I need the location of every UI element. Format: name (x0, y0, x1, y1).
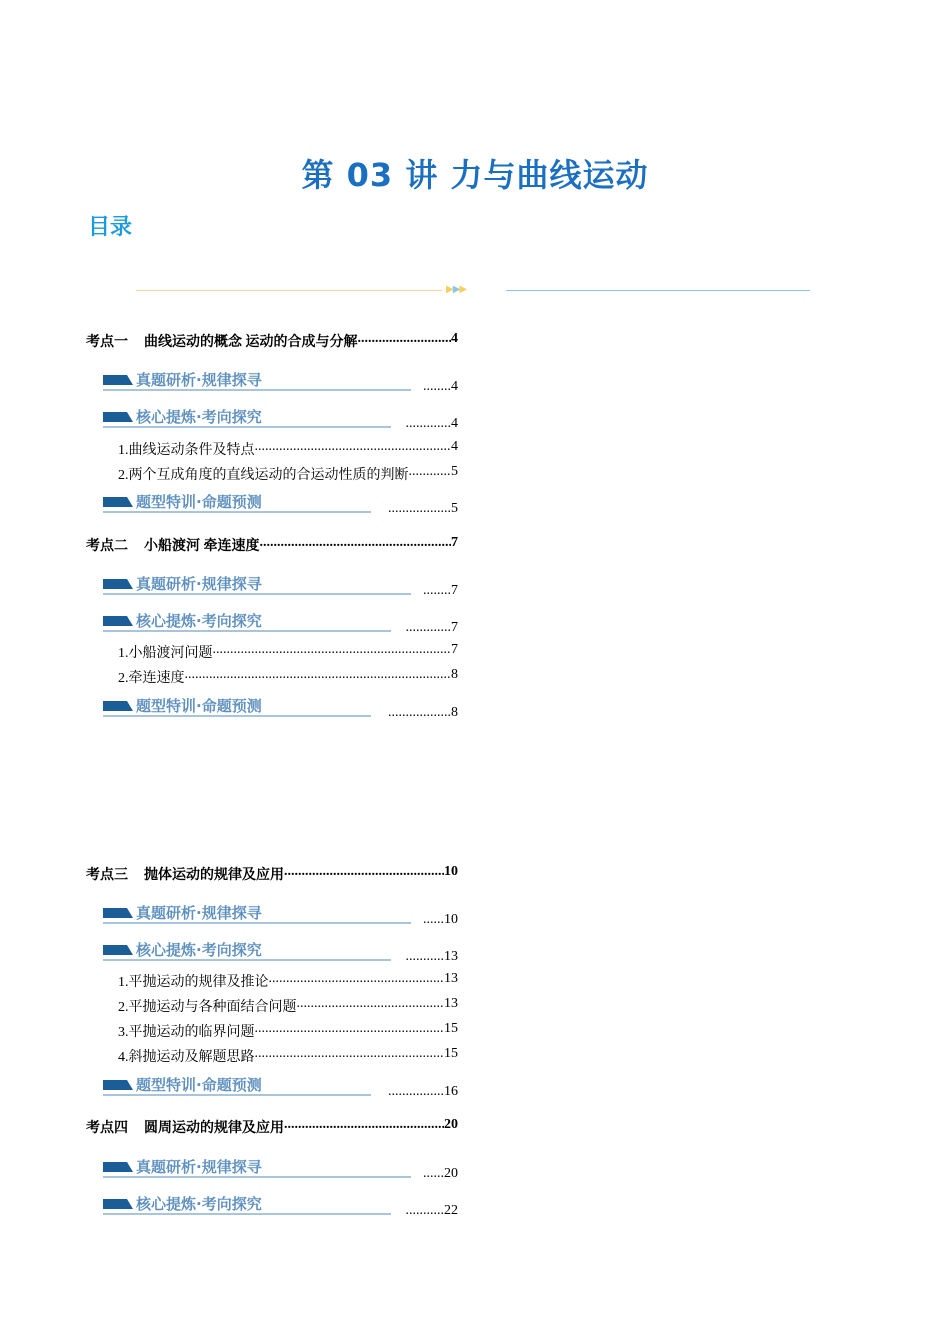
banner-label: 核心提炼·考向探究 (136, 408, 262, 426)
section-banner[interactable] (103, 1157, 421, 1181)
dot-leader (409, 464, 452, 484)
section-title: 抛体运动的规律及应用 (144, 868, 284, 883)
section-banner[interactable] (103, 903, 421, 927)
section-banner[interactable] (103, 574, 421, 598)
triple-arrow-icon: ▶▶▶ (446, 284, 467, 295)
item-title: 3.平抛运动的临界问题 (118, 1025, 255, 1040)
dot-leader (213, 642, 452, 662)
section-page-number: 10 (444, 864, 458, 879)
banner-bar-icon (103, 945, 133, 955)
section-page-number: 20 (444, 1117, 458, 1132)
toc-item-entry[interactable] (118, 667, 458, 687)
banner-label: 题型特训·命题预测 (136, 697, 262, 715)
toc-item-entry[interactable] (118, 1021, 458, 1041)
dot-leader (284, 1117, 444, 1137)
section-label: 考点一 (86, 335, 128, 350)
banner-bar-icon (103, 1199, 133, 1209)
dot-leader (255, 439, 452, 459)
banner-label: 核心提炼·考向探究 (136, 941, 262, 959)
banner-bar-icon (103, 701, 133, 711)
banner-page-number: ......10 (423, 912, 458, 927)
toc-item-entry[interactable] (118, 971, 458, 991)
section-banner[interactable] (103, 1194, 401, 1218)
section-label: 考点四 (86, 1121, 128, 1136)
item-title: 1.小船渡河问题 (118, 646, 213, 661)
banner-label: 真题研析·规律探寻 (136, 371, 262, 389)
section-title: 圆周运动的规律及应用 (144, 1121, 284, 1136)
banner-underline (103, 630, 391, 632)
section-label: 考点二 (86, 539, 128, 554)
banner-bar-icon (103, 497, 133, 507)
banner-bar-icon (103, 1162, 133, 1172)
banner-underline (103, 593, 411, 595)
section-banner[interactable] (103, 1075, 381, 1099)
section-title: 小船渡河 牵连速度 (144, 539, 260, 554)
document-title: 第 03 讲 力与曲线运动 (301, 156, 649, 194)
toc-item-entry[interactable] (118, 996, 458, 1016)
toc-item-entry[interactable] (118, 439, 458, 459)
banner-underline (103, 1176, 411, 1178)
banner-page-number: ..................8 (388, 705, 458, 720)
item-page-number: 7 (451, 642, 458, 657)
section-page-number: 4 (451, 331, 458, 346)
banner-page-number: ...........22 (405, 1203, 458, 1218)
section-label: 考点三 (86, 868, 128, 883)
banner-label: 真题研析·规律探寻 (136, 1158, 262, 1176)
banner-bar-icon (103, 616, 133, 626)
dot-leader (269, 971, 445, 991)
banner-underline (103, 511, 371, 513)
banner-label: 真题研析·规律探寻 (136, 904, 262, 922)
banner-underline (103, 1094, 371, 1096)
banner-page-number: .............7 (405, 620, 458, 635)
banner-bar-icon (103, 579, 133, 589)
dot-leader (260, 535, 452, 555)
divider-rule-left (136, 290, 442, 291)
item-title: 4.斜抛运动及解题思路 (118, 1050, 255, 1065)
toc-heading: 目录 (88, 215, 133, 240)
dot-leader (255, 1021, 445, 1041)
item-page-number: 13 (444, 996, 458, 1011)
banner-bar-icon (103, 412, 133, 422)
banner-bar-icon (103, 375, 133, 385)
item-title: 1.曲线运动条件及特点 (118, 443, 255, 458)
banner-page-number: ...........13 (405, 949, 458, 964)
banner-page-number: ........7 (423, 583, 458, 598)
section-banner[interactable] (103, 492, 381, 516)
dot-leader (255, 1046, 445, 1066)
item-title: 2.牵连速度 (118, 671, 185, 686)
decorative-divider (0, 281, 950, 301)
banner-underline (103, 715, 371, 717)
dot-leader (358, 331, 452, 351)
dot-leader (297, 996, 445, 1016)
toc-item-entry[interactable] (118, 1046, 458, 1066)
toc-item-entry[interactable] (118, 464, 458, 484)
section-title: 曲线运动的概念 运动的合成与分解 (144, 335, 358, 350)
banner-bar-icon (103, 1080, 133, 1090)
item-title: 1.平抛运动的规律及推论 (118, 975, 269, 990)
toc-section-entry[interactable] (86, 864, 458, 884)
banner-page-number: .............4 (405, 416, 458, 431)
dot-leader (185, 667, 452, 687)
banner-label: 题型特训·命题预测 (136, 493, 262, 511)
banner-label: 核心提炼·考向探究 (136, 1195, 262, 1213)
section-page-number: 7 (451, 535, 458, 550)
banner-page-number: ........4 (423, 379, 458, 394)
banner-underline (103, 922, 411, 924)
toc-section-entry[interactable] (86, 1117, 458, 1137)
banner-page-number: ......20 (423, 1166, 458, 1181)
item-page-number: 13 (444, 971, 458, 986)
section-banner[interactable] (103, 370, 421, 394)
banner-page-number: ................16 (388, 1084, 458, 1099)
banner-underline (103, 959, 391, 961)
banner-label: 核心提炼·考向探究 (136, 612, 262, 630)
section-banner[interactable] (103, 407, 401, 431)
item-page-number: 4 (451, 439, 458, 454)
banner-underline (103, 426, 391, 428)
section-banner[interactable] (103, 940, 401, 964)
banner-page-number: ..................5 (388, 501, 458, 516)
item-page-number: 8 (451, 667, 458, 682)
item-page-number: 15 (444, 1021, 458, 1036)
banner-bar-icon (103, 908, 133, 918)
section-banner[interactable] (103, 611, 401, 635)
toc-section-entry[interactable] (86, 535, 458, 555)
banner-label: 真题研析·规律探寻 (136, 575, 262, 593)
item-page-number: 15 (444, 1046, 458, 1061)
item-title: 2.平抛运动与各种面结合问题 (118, 1000, 297, 1015)
toc-section-entry[interactable] (86, 331, 458, 351)
toc-item-entry[interactable] (118, 642, 458, 662)
divider-rule-right (506, 290, 810, 291)
item-page-number: 5 (451, 464, 458, 479)
banner-label: 题型特训·命题预测 (136, 1076, 262, 1094)
banner-underline (103, 1213, 391, 1215)
banner-underline (103, 389, 411, 391)
section-banner[interactable] (103, 696, 381, 720)
dot-leader (284, 864, 444, 884)
item-title: 2.两个互成角度的直线运动的合运动性质的判断 (118, 468, 409, 483)
